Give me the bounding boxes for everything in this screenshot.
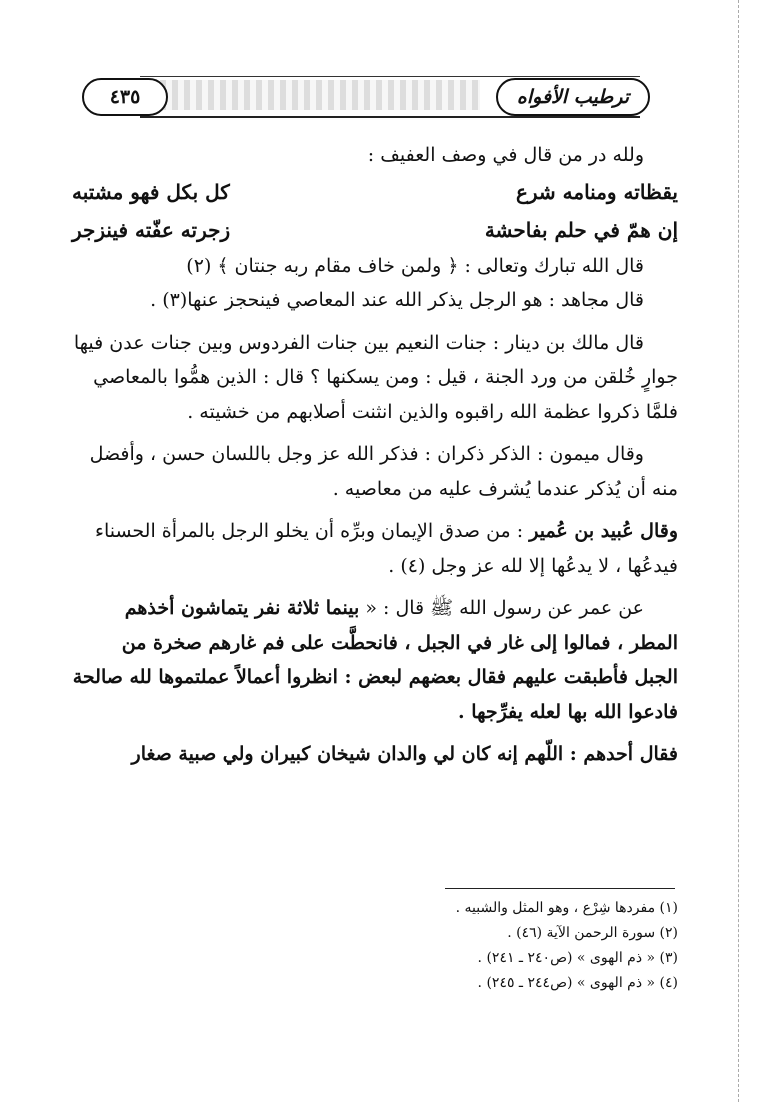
footnote-4: (٤) « ذم الهوى » (ص٢٤٤ ـ ٢٤٥) . <box>477 975 678 991</box>
header-top-rule <box>140 76 640 77</box>
hadith-text: بينما ثلاثة نفر يتماشون أخذهم المطر ، فمالوا إلى غار في الجبل ، فانحطَّت على فم غارهم صخرة من الجبل فأطبقت عليهم فقال بعضهم لبعض : انظروا أعمالاً عملتموها لله صالحة فادعوا الله بها لعله يفرِّجها . <box>72 597 678 723</box>
intro-line: ولله در من قال في وصف العفيف : <box>367 144 644 166</box>
verse2-first-hemistich: إن همّ في حلم بفاحشة <box>484 217 678 242</box>
footnote-separator <box>445 888 675 889</box>
maymun-paragraph: وقال ميمون : الذكر ذكران : فذكر الله عز وجل باللسان حسن ، وأفضل منه أن يُذكر عندما يُشرف عليه من معاصيه . <box>89 443 678 500</box>
header-bottom-rule <box>140 116 640 118</box>
quran-verse-paragraph: قال الله تبارك وتعالى : ﴿ ولمن خاف مقام ربه جنتان ﴾ (٢) <box>186 254 644 277</box>
closing-paragraph: فقال أحدهم : اللّهم إنه كان لي والدان شيخان كبيران ولي صبية صغار <box>131 743 678 765</box>
mujahid-paragraph: قال مجاهد : هو الرجل يذكر الله عند المعاصي فينحجز عنها(٣) . <box>150 289 644 311</box>
main-text <box>72 138 678 772</box>
hadith-paragraph <box>72 591 678 729</box>
page-header <box>60 68 680 130</box>
verse1-second-hemistich: كل بكل فهو مشتبه <box>72 179 230 204</box>
verse-line-1 <box>72 173 678 211</box>
ubaid-saying: : من صدق الإيمان وبرِّه أن يخلو الرجل بالمرأة الحسناء فيدعُها ، لا يدعُها إلا لله عز وجل (٤) . <box>95 520 678 577</box>
ubaid-name: وقال عُبيد بن عُمير <box>529 520 678 542</box>
verse1-first-hemistich: يقظاته ومنامه شرع <box>515 179 678 204</box>
malik-paragraph: قال مالك بن دينار : جنات النعيم بين جنات الفردوس وبين جنات عدن فيها جوارٍ خُلقن من ورد الجنة ، قيل : ومن يسكنها ؟ قال : الذين همُّوا بالمعاصي فلمَّا ذكروا عظمة الله راقبوه والذين انثنت أصلابهم من خشيته . <box>73 331 678 423</box>
page-number: ٤٣٥ <box>82 78 168 116</box>
margin-dashed-line <box>738 0 739 1102</box>
header-ornament <box>160 80 480 110</box>
footnotes <box>72 896 678 996</box>
footnote-1: (١) مفردها شِرْع ، وهو المثل والشبيه . <box>455 900 678 916</box>
ubaid-paragraph <box>72 514 678 583</box>
hadith-lead: عن عمر عن رسول الله ﷺ قال : « <box>365 597 644 619</box>
footnote-3: (٣) « ذم الهوى » (ص٢٤٠ ـ ٢٤١) . <box>477 950 678 966</box>
running-title: ترطيب الأفواه <box>496 78 650 116</box>
verse-line-2 <box>72 211 678 249</box>
verse2-second-hemistich: زجرته عفّته فينزجر <box>72 217 231 242</box>
footnote-2: (٢) سورة الرحمن الآية (٤٦) . <box>507 925 678 941</box>
